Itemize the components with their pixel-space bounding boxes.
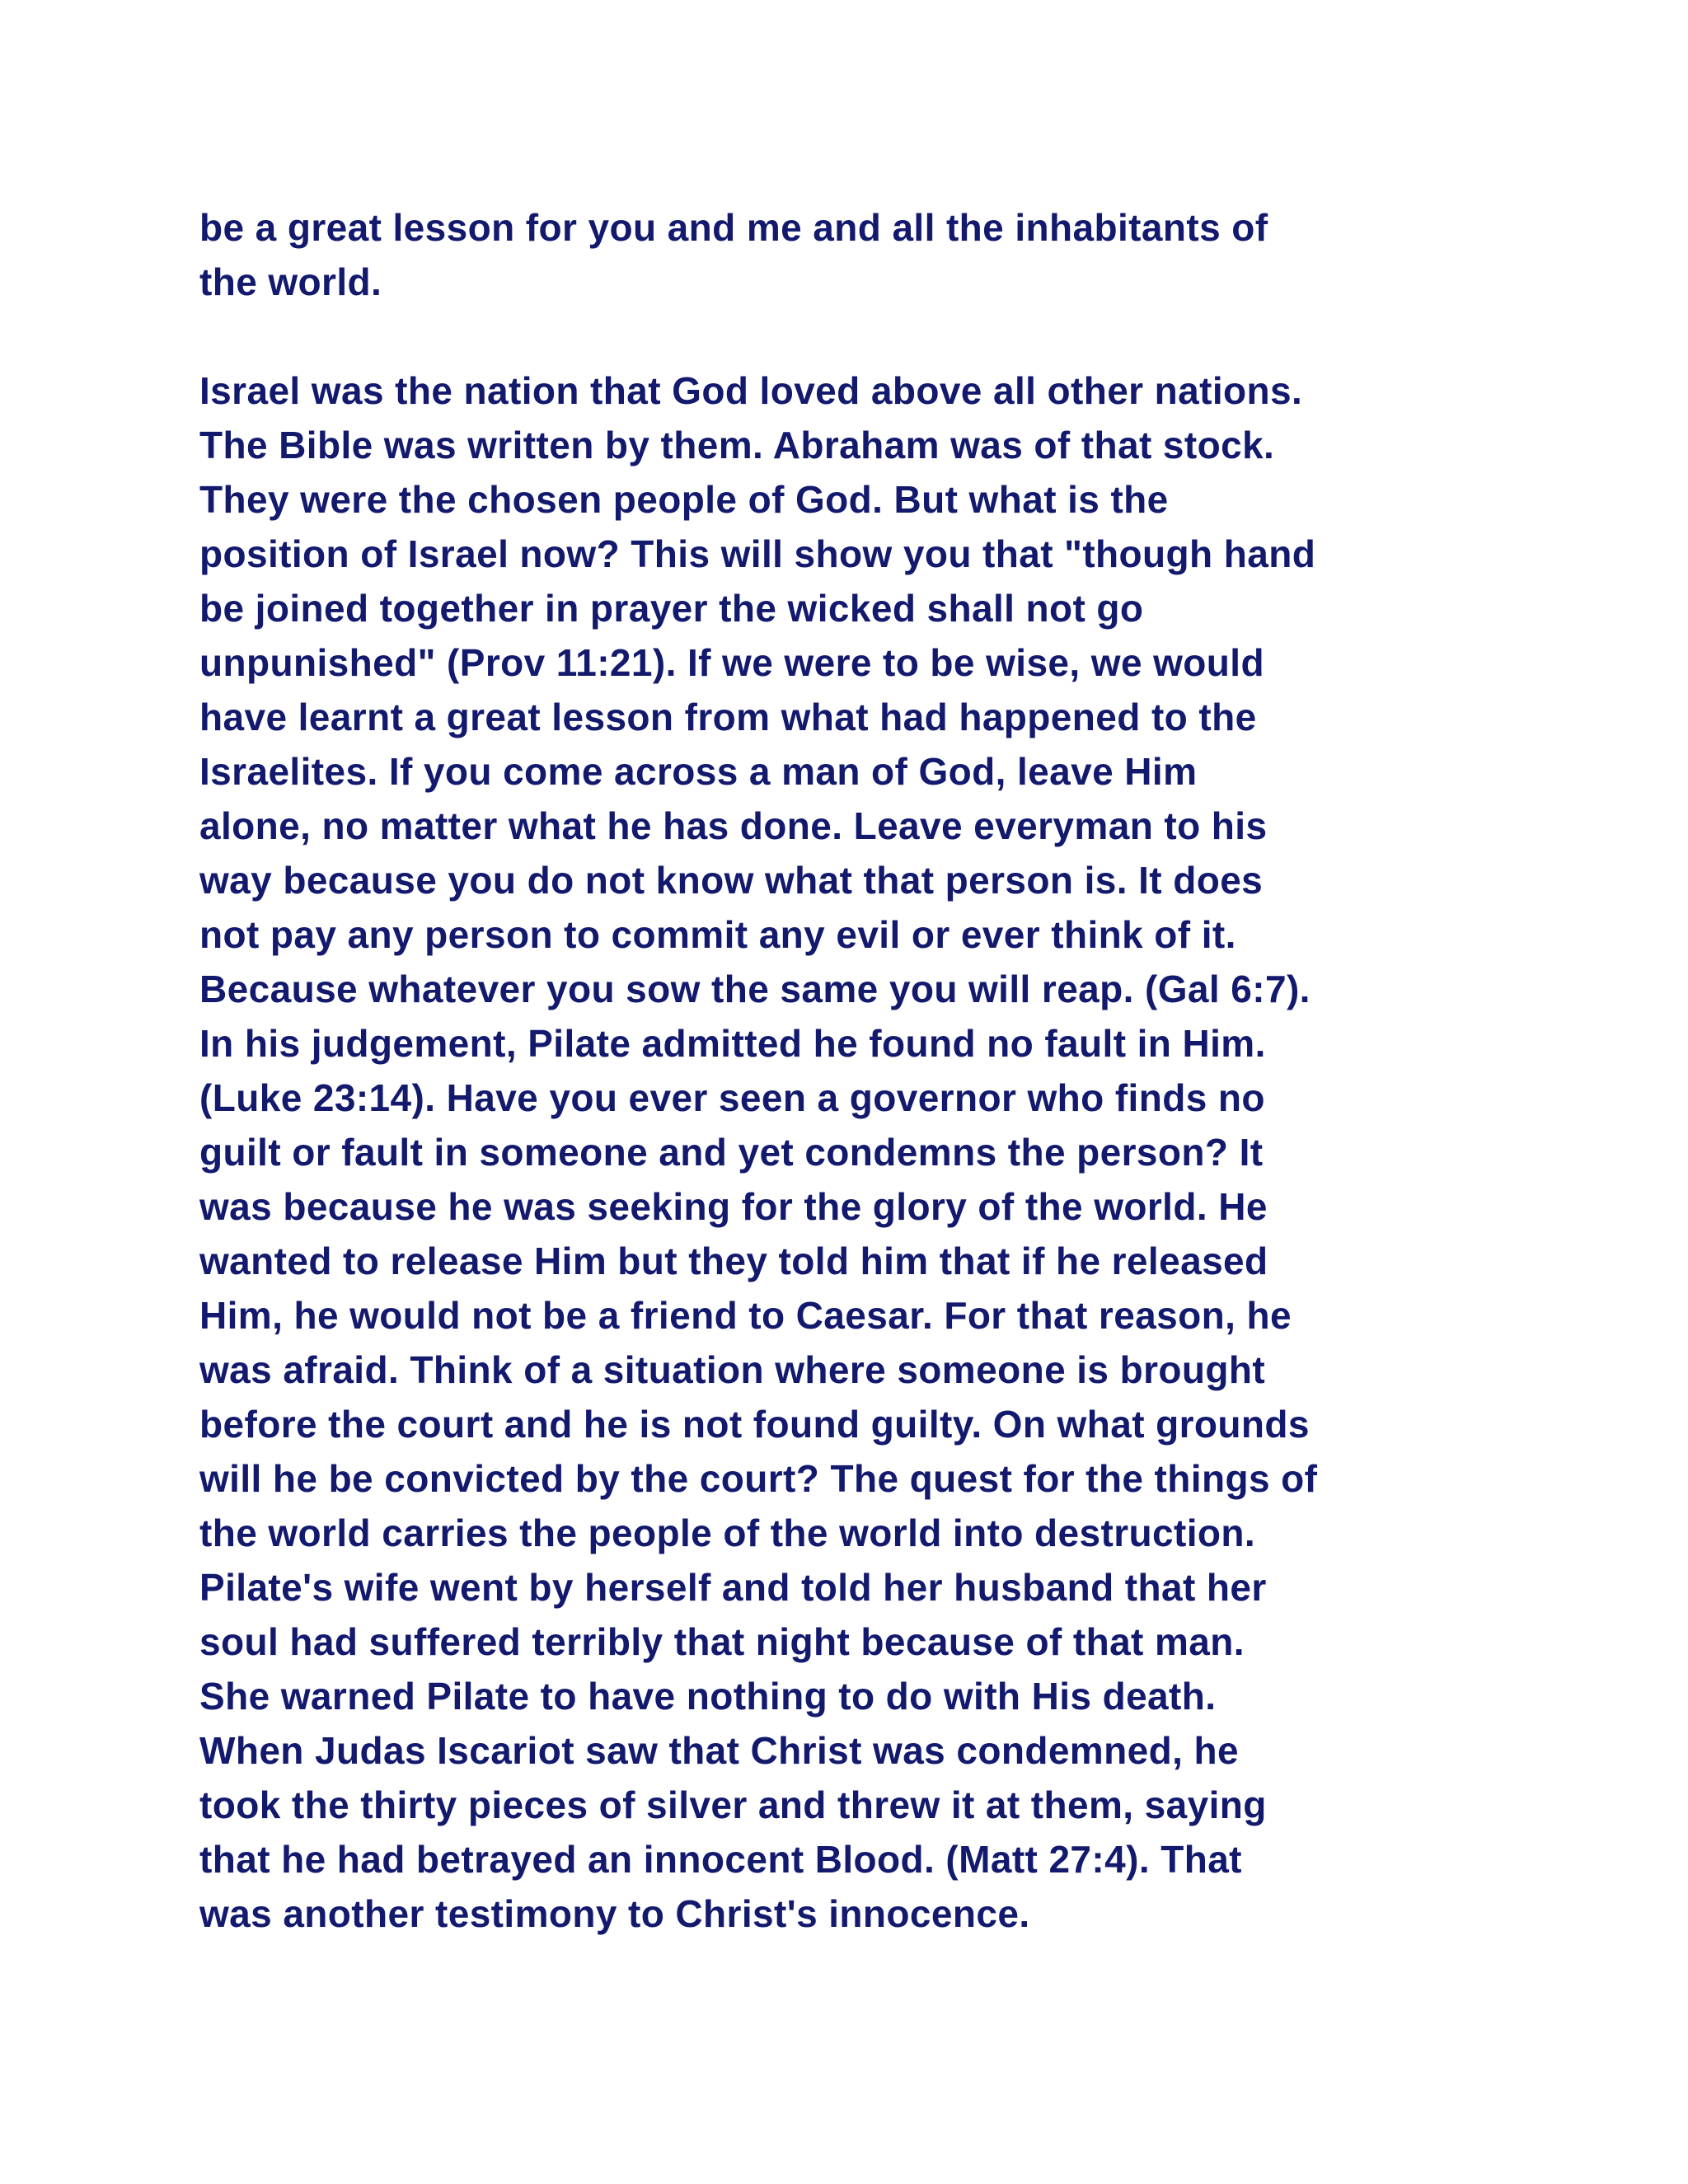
text-line: that he had betrayed an innocent Blood. (Matt 27:4). That xyxy=(199,1838,1242,1881)
text-line: The Bible was written by them. Abraham was of that stock. xyxy=(199,424,1275,466)
text-line: the world carries the people of the world into destruction. xyxy=(199,1511,1256,1554)
text-line: will he be convicted by the court? The quest for the things of xyxy=(199,1457,1318,1500)
text-line: Israelites. If you come across a man of God, leave Him xyxy=(199,750,1198,793)
text-line: be a great lesson for you and me and all the inhabitants of xyxy=(199,206,1268,249)
text-line: wanted to release Him but they told him that if he released xyxy=(199,1240,1268,1282)
text-line: They were the chosen people of God. But what is the xyxy=(199,478,1169,521)
text-line: position of Israel now? This will show you that "though hand xyxy=(199,532,1316,575)
text-line: unpunished" (Prov 11:21). If we were to be wise, we would xyxy=(199,641,1264,684)
text-line: guilt or fault in someone and yet condemns the person? It xyxy=(199,1131,1264,1174)
text-line: the world. xyxy=(199,260,382,303)
text-line: She warned Pilate to have nothing to do with His death. xyxy=(199,1675,1217,1718)
text-line: In his judgement, Pilate admitted he found no fault in Him. xyxy=(199,1022,1266,1065)
text-line: (Luke 23:14). Have you ever seen a governor who finds no xyxy=(199,1076,1265,1119)
text-line: Him, he would not be a friend to Caesar. For that reason, he xyxy=(199,1294,1292,1337)
paragraph-main xyxy=(199,363,1584,1941)
text-line: was because he was seeking for the glory of the world. He xyxy=(199,1185,1268,1228)
text-line: way because you do not know what that person is. It does xyxy=(199,859,1264,902)
text-line: When Judas Iscariot saw that Christ was condemned, he xyxy=(199,1729,1239,1772)
text-line: Israel was the nation that God loved above all other nations. xyxy=(199,369,1303,412)
text-line: Pilate's wife went by herself and told her husband that her xyxy=(199,1566,1267,1609)
text-line: not pay any person to commit any evil or ever think of it. xyxy=(199,913,1236,956)
text-line: before the court and he is not found guilty. On what grounds xyxy=(199,1403,1310,1446)
text-line: be joined together in prayer the wicked shall not go xyxy=(199,587,1144,630)
text-line: Because whatever you sow the same you will reap. (Gal 6:7). xyxy=(199,968,1311,1010)
text-line: took the thirty pieces of silver and threw it at them, saying xyxy=(199,1783,1267,1826)
text-line: was afraid. Think of a situation where someone is brought xyxy=(199,1348,1266,1391)
text-line: soul had suffered terribly that night because of that man. xyxy=(199,1620,1245,1663)
text-line: have learnt a great lesson from what had happened to the xyxy=(199,696,1257,738)
text-line: alone, no matter what he has done. Leave everyman to his xyxy=(199,804,1268,847)
text-line: was another testimony to Christ's innocence. xyxy=(199,1892,1030,1935)
paragraph-intro xyxy=(199,200,1584,309)
